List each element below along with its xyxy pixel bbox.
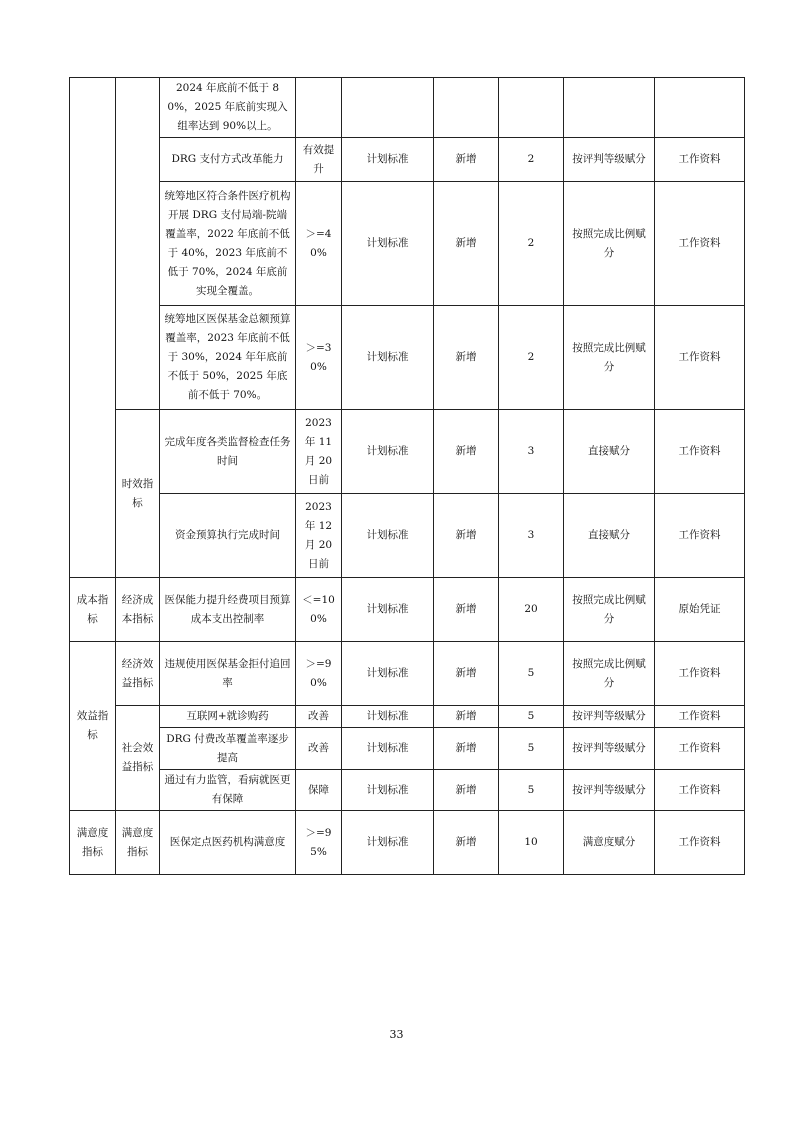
- source-cell: 工作资料: [655, 494, 745, 578]
- weight-cell: 20: [499, 578, 564, 642]
- weight-cell: 5: [499, 706, 564, 728]
- type-cell: 新增: [434, 770, 499, 811]
- scoring-method-cell: 按照完成比例赋分: [564, 182, 655, 306]
- scoring-method-cell: 按照完成比例赋分: [564, 578, 655, 642]
- scoring-method-cell: 直接赋分: [564, 494, 655, 578]
- target-value-cell: ＞=90%: [296, 642, 342, 706]
- level2-cell-blank: [116, 78, 160, 410]
- scoring-method-cell: 按评判等级赋分: [564, 138, 655, 182]
- type-cell: 新增: [434, 706, 499, 728]
- type-cell: 新增: [434, 306, 499, 410]
- standard-cell: 计划标准: [342, 811, 434, 875]
- standard-cell: 计划标准: [342, 138, 434, 182]
- type-cell: 新增: [434, 642, 499, 706]
- standard-cell: 计划标准: [342, 306, 434, 410]
- source-cell: 工作资料: [655, 770, 745, 811]
- table-row: [70, 642, 745, 706]
- source-cell: [655, 78, 745, 138]
- table-row: [70, 811, 745, 875]
- type-cell: [434, 78, 499, 138]
- indicator-cell: 资金预算执行完成时间: [160, 494, 296, 578]
- scoring-method-cell: 满意度赋分: [564, 811, 655, 875]
- indicator-cell: 统筹地区符合条件医疗机构开展 DRG 支付局端-院端覆盖率，2022 年底前不低于 40%，2023 年底前不低于 70%，2024 年底前实现全覆盖。: [160, 182, 296, 306]
- source-cell: 工作资料: [655, 306, 745, 410]
- weight-cell: 2: [499, 138, 564, 182]
- indicator-cell: 通过有力监管，看病就医更有保障: [160, 770, 296, 811]
- source-cell: 工作资料: [655, 410, 745, 494]
- source-cell: 工作资料: [655, 728, 745, 770]
- weight-cell: 2: [499, 182, 564, 306]
- table-row: [70, 728, 745, 770]
- type-cell: 新增: [434, 138, 499, 182]
- scoring-method-cell: 按评判等级赋分: [564, 728, 655, 770]
- target-value-cell: 有效提升: [296, 138, 342, 182]
- target-value-cell: [296, 78, 342, 138]
- target-value-cell: ＞=40%: [296, 182, 342, 306]
- level2-timeliness-cell: 时效指标: [116, 410, 160, 578]
- standard-cell: 计划标准: [342, 578, 434, 642]
- target-value-cell: 2023 年 11 月 20 日前: [296, 410, 342, 494]
- table-row: [70, 410, 745, 494]
- type-cell: 新增: [434, 811, 499, 875]
- source-cell: 工作资料: [655, 811, 745, 875]
- indicator-cell: 统筹地区医保基金总额预算覆盖率，2023 年底前不低于 30%，2024 年年底前不低于 50%，2025 年底前不低于 70%。: [160, 306, 296, 410]
- target-value-cell: ＜=100%: [296, 578, 342, 642]
- table-row: [70, 494, 745, 578]
- scoring-method-cell: 直接赋分: [564, 410, 655, 494]
- level1-cost-cell: 成本指标: [70, 578, 116, 642]
- level1-cell-blank: [70, 78, 116, 578]
- type-cell: 新增: [434, 410, 499, 494]
- standard-cell: 计划标准: [342, 770, 434, 811]
- standard-cell: 计划标准: [342, 494, 434, 578]
- type-cell: 新增: [434, 578, 499, 642]
- scoring-method-cell: 按照完成比例赋分: [564, 306, 655, 410]
- target-value-cell: ＞=30%: [296, 306, 342, 410]
- table-row: [70, 770, 745, 811]
- level1-benefit-cell: 效益指标: [70, 642, 116, 811]
- level2-economic-cost-cell: 经济成本指标: [116, 578, 160, 642]
- performance-indicator-table: [69, 77, 745, 875]
- target-value-cell: 保障: [296, 770, 342, 811]
- target-value-cell: 改善: [296, 706, 342, 728]
- target-value-cell: 改善: [296, 728, 342, 770]
- weight-cell: 5: [499, 770, 564, 811]
- indicator-cell: 完成年度各类监督检查任务时间: [160, 410, 296, 494]
- weight-cell: 3: [499, 410, 564, 494]
- source-cell: 工作资料: [655, 642, 745, 706]
- standard-cell: 计划标准: [342, 642, 434, 706]
- standard-cell: 计划标准: [342, 182, 434, 306]
- source-cell: 工作资料: [655, 706, 745, 728]
- source-cell: 原始凭证: [655, 578, 745, 642]
- type-cell: 新增: [434, 494, 499, 578]
- indicator-cell: 互联网+就诊购药: [160, 706, 296, 728]
- weight-cell: 10: [499, 811, 564, 875]
- level1-satisfaction-cell: 满意度指标: [70, 811, 116, 875]
- weight-cell: 3: [499, 494, 564, 578]
- table-row: [70, 706, 745, 728]
- indicator-cell: 医保定点医药机构满意度: [160, 811, 296, 875]
- page-number: 33: [389, 1028, 404, 1041]
- standard-cell: 计划标准: [342, 410, 434, 494]
- table-row: [70, 578, 745, 642]
- scoring-method-cell: 按评判等级赋分: [564, 706, 655, 728]
- level2-social-benefit-cell: 社会效益指标: [116, 706, 160, 811]
- indicator-cell: DRG 付费改革覆盖率逐步提高: [160, 728, 296, 770]
- source-cell: 工作资料: [655, 138, 745, 182]
- weight-cell: 5: [499, 642, 564, 706]
- scoring-method-cell: 按评判等级赋分: [564, 770, 655, 811]
- table-row: [70, 138, 745, 182]
- type-cell: 新增: [434, 728, 499, 770]
- scoring-method-cell: 按照完成比例赋分: [564, 642, 655, 706]
- level2-economic-benefit-cell: 经济效益指标: [116, 642, 160, 706]
- standard-cell: [342, 78, 434, 138]
- weight-cell: 5: [499, 728, 564, 770]
- source-cell: 工作资料: [655, 182, 745, 306]
- level2-satisfaction-cell: 满意度指标: [116, 811, 160, 875]
- scoring-method-cell: [564, 78, 655, 138]
- indicator-cell: 违规使用医保基金拒付追回率: [160, 642, 296, 706]
- target-value-cell: 2023 年 12 月 20 日前: [296, 494, 342, 578]
- table-row: [70, 182, 745, 306]
- weight-cell: 2: [499, 306, 564, 410]
- target-value-cell: ＞=95%: [296, 811, 342, 875]
- standard-cell: 计划标准: [342, 728, 434, 770]
- indicator-cell: 医保能力提升经费项目预算成本支出控制率: [160, 578, 296, 642]
- table-row: [70, 78, 745, 138]
- indicator-cell: DRG 支付方式改革能力: [160, 138, 296, 182]
- weight-cell: [499, 78, 564, 138]
- table-row: [70, 306, 745, 410]
- standard-cell: 计划标准: [342, 706, 434, 728]
- indicator-cell: 2024 年底前不低于 80%，2025 年底前实现入组率达到 90%以上。: [160, 78, 296, 138]
- type-cell: 新增: [434, 182, 499, 306]
